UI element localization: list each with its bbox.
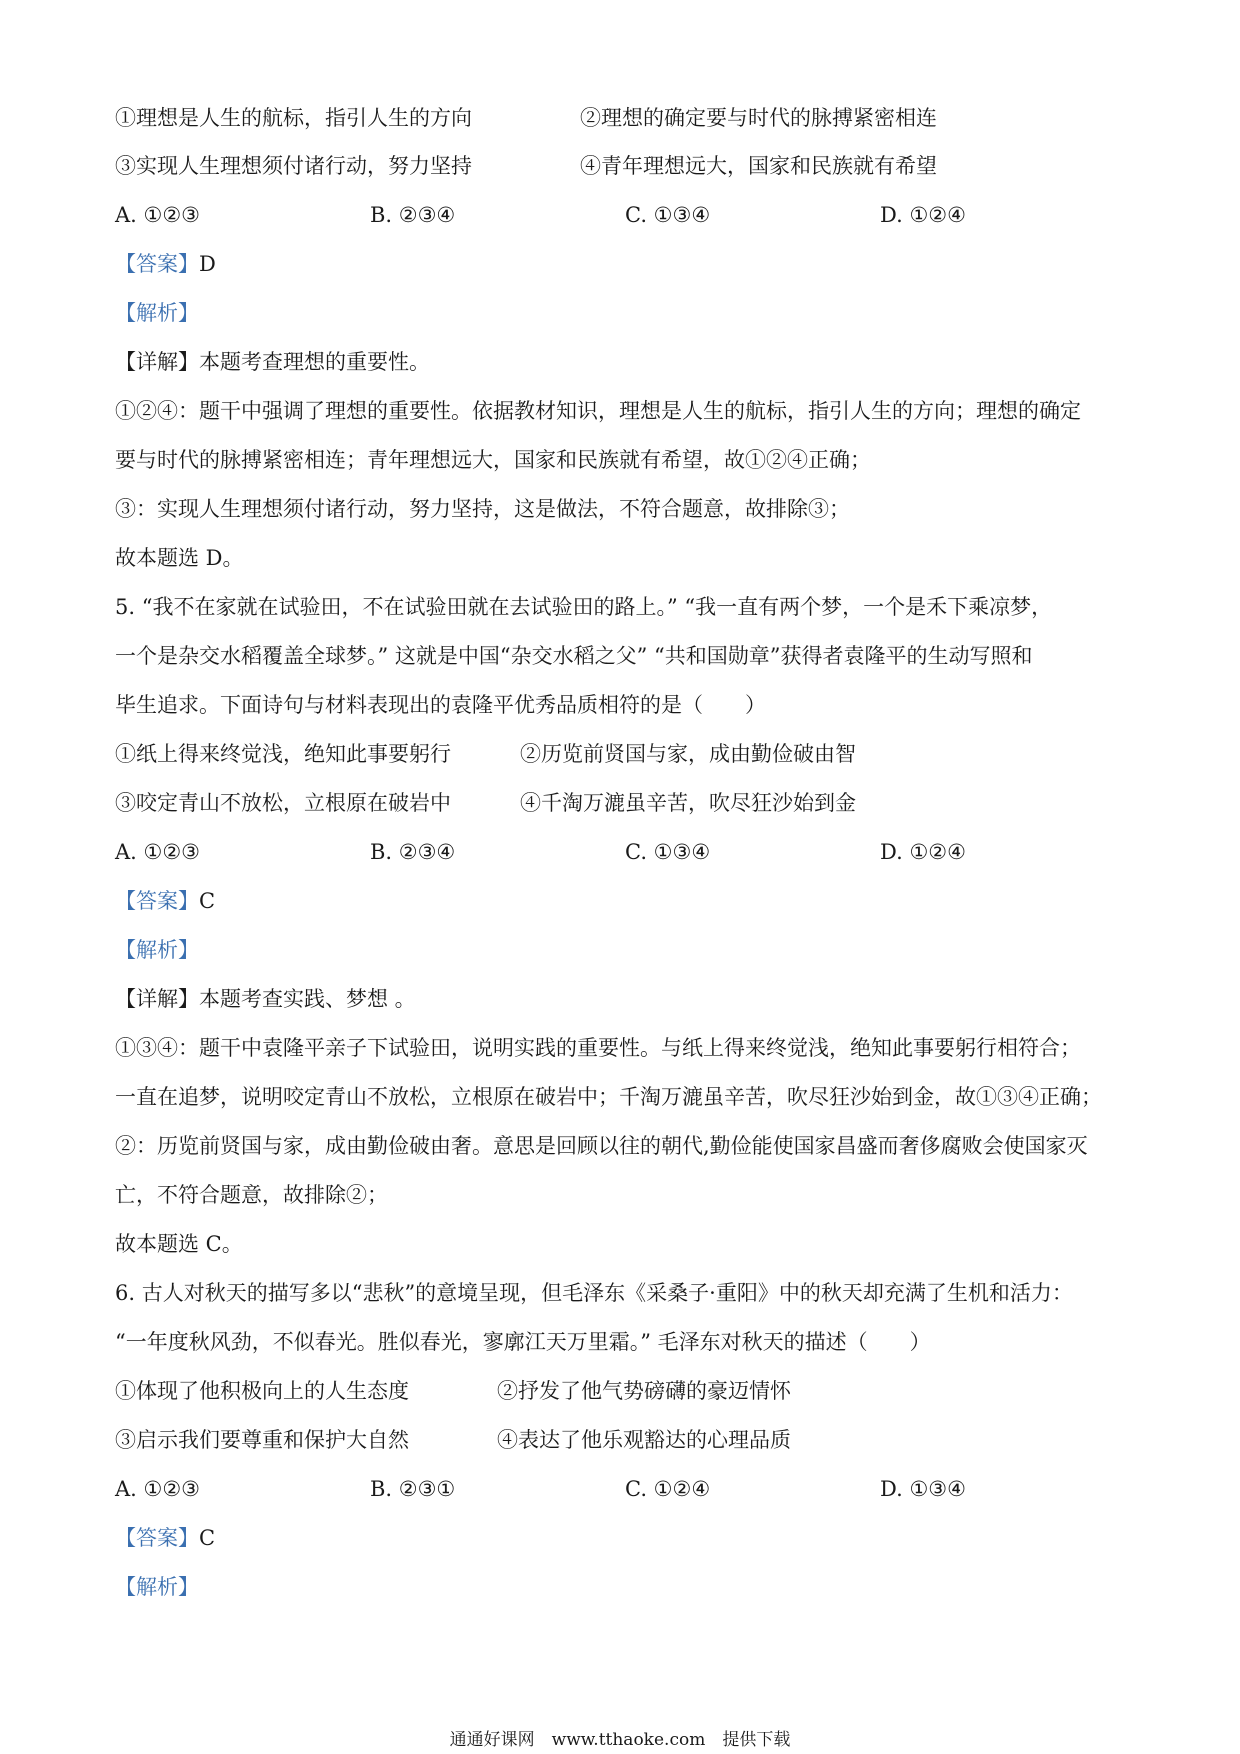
q6-option-4: ④表达了他乐观豁达的心理品质 (497, 1428, 791, 1452)
q4-explain-3: ③：实现人生理想须付诸行动，努力坚持，这是做法，不符合题意，故排除③； (115, 497, 850, 521)
q6-stem-2: “一年度秋风劲，不似春光。胜似春光，寥廓江天万里霜。” 毛泽东对秋天的描述（ ） (115, 1330, 931, 1354)
q4-answer (115, 250, 1135, 278)
q6-option-3: ③启示我们要尊重和保护大自然 (115, 1428, 409, 1452)
q6-choice-a: A. ①②③ (115, 1477, 200, 1501)
q4-explain-2: 要与时代的脉搏紧密相连；青年理想远大，国家和民族就有希望，故①②④正确； (115, 448, 871, 472)
q4-choice-a: A. ①②③ (115, 203, 200, 227)
q5-choice-a: A. ①②③ (115, 840, 200, 864)
q5-analysis-heading: 【解析】 (115, 938, 199, 962)
q5-choice-c: C. ①③④ (625, 840, 711, 864)
q5-option-3: ③咬定青山不放松，立根原在破岩中 (115, 791, 451, 815)
q4-option-3: ③实现人生理想须付诸行动，努力坚持 (115, 154, 472, 178)
q4-answer-tag: 【答案】 (115, 252, 199, 276)
q5-detail (115, 985, 1135, 1013)
q4-choice-d: D. ①②④ (880, 203, 966, 227)
q5-answer (115, 887, 1135, 915)
q5-explain-2: 一直在追梦，说明咬定青山不放松，立根原在破岩中；千淘万漉虽辛苦，吹尽狂沙始到金，故①③④正确； (115, 1085, 1102, 1109)
page-footer: 通通好课网 www.tthaoke.com 提供下载 (449, 1730, 791, 1750)
q5-explain-4: 亡，不符合题意，故排除②； (115, 1183, 388, 1207)
q5-choice-d: D. ①②④ (880, 840, 966, 864)
q5-choice-b: B. ②③④ (370, 840, 456, 864)
q4-option-1: ①理想是人生的航标，指引人生的方向 (115, 106, 472, 130)
q4-option-4: ④青年理想远大，国家和民族就有希望 (580, 154, 937, 178)
q6-option-2: ②抒发了他气势磅礴的豪迈情怀 (497, 1379, 791, 1403)
q5-stem-3: 毕生追求。下面诗句与材料表现出的袁隆平优秀品质相符的是（ ） (115, 693, 766, 717)
q6-answer-tag: 【答案】 (115, 1526, 199, 1550)
q5-conclusion: 故本题选 C。 (115, 1232, 243, 1256)
q6-answer-value: C (199, 1526, 216, 1550)
q5-explain-3: ②：历览前贤国与家，成由勤俭破由奢。意思是回顾以往的朝代,勤俭能使国家昌盛而奢侈腐败会使国家灭 (115, 1134, 1088, 1158)
q6-choice-c: C. ①②④ (625, 1477, 711, 1501)
q4-option-2: ②理想的确定要与时代的脉搏紧密相连 (580, 106, 937, 130)
q4-detail-intro: 本题考查理想的重要性。 (199, 350, 430, 374)
q5-answer-value: C (199, 889, 216, 913)
q4-choice-b: B. ②③④ (370, 203, 456, 227)
q6-choice-b: B. ②③① (370, 1477, 456, 1501)
q4-answer-value: D (199, 252, 216, 276)
q5-answer-tag: 【答案】 (115, 889, 199, 913)
q4-detail (115, 348, 1135, 376)
q5-explain-1: ①③④：题干中袁隆平亲子下试验田，说明实践的重要性。与纸上得来终觉浅，绝知此事要躬行相符合； (115, 1036, 1081, 1060)
q6-option-1: ①体现了他积极向上的人生态度 (115, 1379, 409, 1403)
q4-detail-tag: 【详解】 (115, 350, 199, 374)
q4-conclusion: 故本题选 D。 (115, 546, 244, 570)
q6-stem-1: 6. 古人对秋天的描写多以“悲秋”的意境呈现，但毛泽东《采桑子·重阳》中的秋天却充满了生机和活力： (115, 1281, 1073, 1305)
q5-option-1: ①纸上得来终觉浅，绝知此事要躬行 (115, 742, 451, 766)
q4-choice-c: C. ①③④ (625, 203, 711, 227)
q6-answer (115, 1524, 1135, 1552)
q5-detail-tag: 【详解】 (115, 987, 199, 1011)
q5-detail-intro: 本题考查实践、梦想 。 (199, 987, 416, 1011)
q6-choice-d: D. ①③④ (880, 1477, 966, 1501)
q4-analysis-heading: 【解析】 (115, 301, 199, 325)
q6-analysis-heading: 【解析】 (115, 1575, 199, 1599)
q4-explain-1: ①②④：题干中强调了理想的重要性。依据教材知识，理想是人生的航标，指引人生的方向；理想的确定 (115, 399, 1081, 423)
q5-option-2: ②历览前贤国与家，成由勤俭破由智 (520, 742, 856, 766)
q5-stem-2: 一个是杂交水稻覆盖全球梦。” 这就是中国“杂交水稻之父” “共和国勋章”获得者袁隆平的生动写照和 (115, 644, 1033, 668)
q5-stem-1: 5. “我不在家就在试验田，不在试验田就在去试验田的路上。” “我一直有两个梦，一个是禾下乘凉梦， (115, 595, 1053, 619)
q5-option-4: ④千淘万漉虽辛苦，吹尽狂沙始到金 (520, 791, 856, 815)
